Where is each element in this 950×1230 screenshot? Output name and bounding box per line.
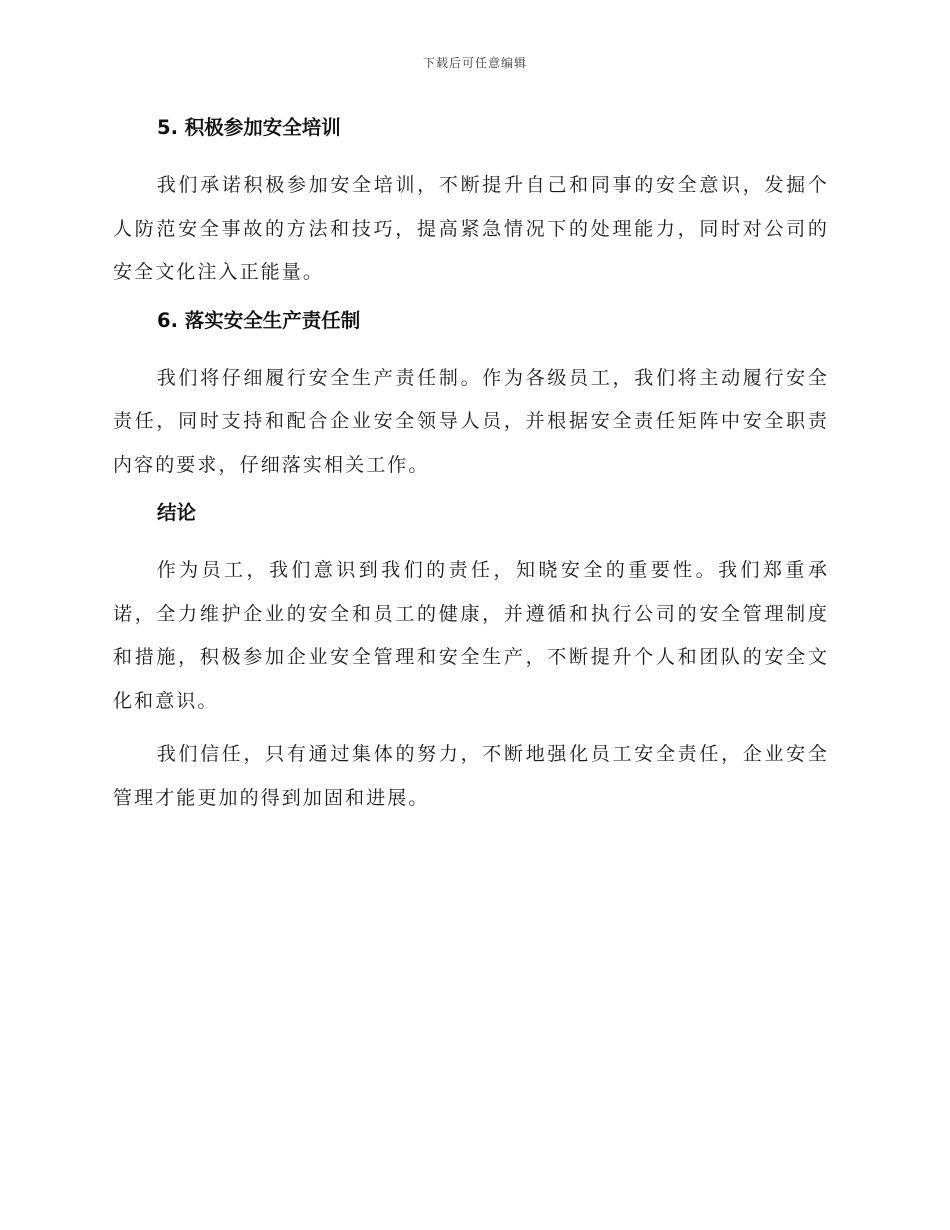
section-5-heading: 5. 积极参加安全培训 bbox=[157, 116, 341, 139]
section-6-paragraph: 我们将仔细履行安全生产责任制。作为各级员工，我们将主动履行安全责任，同时支持和配合企业安全领导人员，并根据安全责任矩阵中安全职责内容的要求，仔细落实相关工作。 bbox=[113, 366, 829, 476]
section-conclusion bbox=[113, 497, 829, 820]
conclusion-paragraph-1: 作为员工，我们意识到我们的责任，知晓安全的重要性。我们郑重承诺，全力维护企业的安全和员工的健康，并遵循和执行公司的安全管理制度和措施，积极参加企业安全管理和安全生产，不断提升个人和团队的安全文化和意识。 bbox=[113, 559, 829, 712]
document-body bbox=[113, 112, 829, 830]
section-5-paragraph: 我们承诺积极参加安全培训，不断提升自己和同事的安全意识，发掘个人防范安全事故的方法和技巧，提高紧急情况下的处理能力，同时对公司的安全文化注入正能量。 bbox=[113, 174, 829, 283]
section-6-heading: 6. 落实安全生产责任制 bbox=[157, 308, 361, 332]
section-5 bbox=[113, 112, 829, 295]
conclusion-heading: 结论 bbox=[157, 501, 197, 524]
conclusion-paragraph-2: 我们信任，只有通过集体的努力，不断地强化员工安全责任，企业安全管理才能更加的得到加固和进展。 bbox=[113, 743, 829, 809]
page-header-note: 下载后可任意编辑 bbox=[422, 56, 527, 70]
section-6 bbox=[113, 305, 829, 488]
